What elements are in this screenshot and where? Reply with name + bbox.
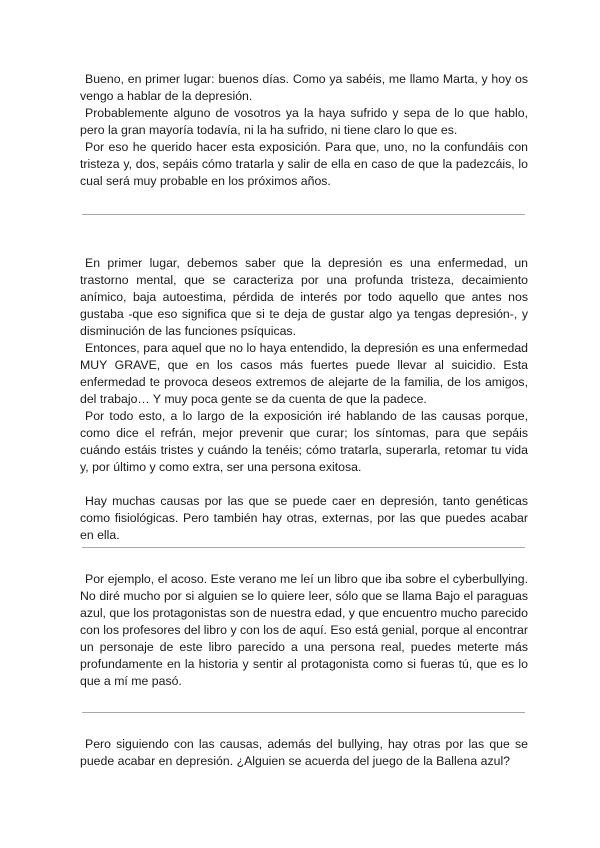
section-divider-2 (82, 547, 525, 548)
bullying-paragraph-1: Por ejemplo, el acoso. Este verano me leí un libro que iba sobre el cyberbullying. No diré mucho por si alguien se lo quiere leer, sólo que se llama Bajo el paraguas azul, que los protagonistas son de nuestra edad, y que encuentro mucho parecido con los profesores del libro y con los de aquí. Eso está genial, porque al encontrar un personaje de este libro parecido a una persona real, puedes meterte más profundamente en la historia y sentir al protagonista como si fueras tú, que es lo que a mí me pasó. (80, 572, 528, 688)
intro-paragraph-3: Por eso he querido hacer esta exposición. Para que, uno, no la confundáis con tristeza y, dos, sepáis cómo tratarla y salir de ella en caso de que la padezcáis, lo cual será muy probable en los próximos años. (80, 140, 528, 188)
intro-section (80, 71, 528, 190)
bullying-section (80, 571, 528, 690)
definition-paragraph-3: Por todo esto, a lo largo de la exposición iré hablando de las causas porque, como dice el refrán, mejor prevenir que curar; los síntomas, para que sepáis cuándo estáis tristes y cuándo la tenéis; cómo tratarla, superarla, retomar tu vida y, por último y como extra, ser una persona exitosa. (80, 409, 528, 474)
causes-section (80, 736, 528, 770)
intro-paragraph-1: Bueno, en primer lugar: buenos días. Como ya sabéis, me llamo Marta, y hoy os vengo a hablar de la depresión. (80, 72, 528, 103)
section-divider-1 (82, 214, 525, 215)
definition-paragraph-4: Hay muchas causas por las que se puede caer en depresión, tanto genéticas como fisiológicas. Pero también hay otras, externas, por las que puedes acabar en ella. (80, 494, 528, 542)
definition-paragraph-1: En primer lugar, debemos saber que la depresión es una enfermedad, un trastorno mental, que se caracteriza por una profunda tristeza, decaimiento anímico, baja autoestima, pérdida de interés por todo aquello que antes nos gustaba -que eso significa que si te deja de gustar algo ya tengas depresión-, y disminución de las funciones psíquicas. (80, 256, 528, 338)
intro-paragraph-2: Probablemente alguno de vosotros ya la haya sufrido y sepa de lo que hablo, pero la gran mayoría todavía, ni la ha sufrido, ni tiene claro lo que es. (80, 106, 528, 137)
definition-section (80, 255, 528, 544)
section-divider-3 (82, 712, 525, 713)
causes-paragraph-1: Pero siguiendo con las causas, además del bullying, hay otras por las que se puede acabar en depresión. ¿Alguien se acuerda del juego de la Ballena azul? (80, 737, 528, 768)
definition-paragraph-2: Entonces, para aquel que no lo haya entendido, la depresión es una enfermedad MUY GRAVE, que en los casos más fuertes puede llevar al suicidio. Esta enfermedad te provoca deseos extremos de alejarte de la familia, de los amigos, del trabajo… Y muy poca gente se da cuenta de que la padece. (80, 341, 528, 406)
